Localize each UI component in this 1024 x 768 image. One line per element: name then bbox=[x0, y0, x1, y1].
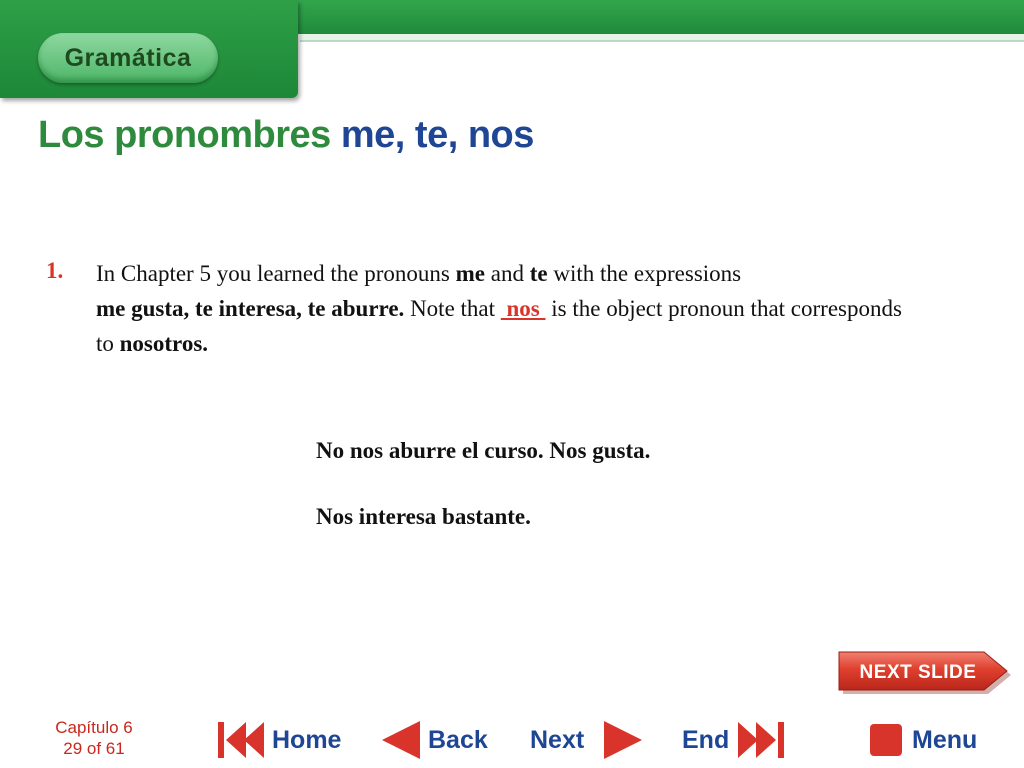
page-title bbox=[38, 114, 534, 157]
nav-next-label: Next bbox=[530, 726, 585, 754]
bold-nosotros: nosotros. bbox=[119, 331, 209, 356]
bold-expressions: me gusta, te interesa, te aburre. bbox=[96, 296, 405, 321]
header-divider bbox=[300, 34, 1024, 42]
bold-me: me bbox=[455, 261, 485, 286]
bold-te: te bbox=[529, 261, 548, 286]
nav-end-label: End bbox=[682, 726, 730, 754]
title-pronouns: me, te, nos bbox=[340, 114, 534, 156]
left-arrow-icon bbox=[378, 716, 422, 764]
point-text bbox=[96, 256, 916, 361]
double-left-arrow-icon bbox=[216, 716, 266, 764]
section-badge bbox=[38, 33, 218, 83]
nav-home-label: Home bbox=[272, 726, 342, 754]
point-text-part: Note that bbox=[404, 296, 501, 321]
section-label: Gramática bbox=[64, 44, 192, 72]
point-text-part: and bbox=[484, 261, 530, 286]
example-sentence: Nos interesa bastante. bbox=[316, 504, 531, 529]
point-text-part: is the object pronoun that corresponds to bbox=[96, 296, 902, 356]
chapter-info bbox=[38, 717, 150, 759]
end-button[interactable] bbox=[682, 716, 792, 764]
point-text-part: with the expressions bbox=[547, 261, 742, 286]
answer-blank: nos bbox=[500, 296, 546, 321]
slide-counter: 29 of 61 bbox=[63, 739, 125, 758]
menu-button[interactable] bbox=[866, 716, 992, 764]
section-tab bbox=[0, 0, 298, 98]
back-button[interactable] bbox=[378, 716, 498, 764]
next-slide-button[interactable] bbox=[838, 650, 1012, 696]
double-right-arrow-icon bbox=[736, 716, 790, 764]
next-button[interactable] bbox=[530, 716, 650, 764]
home-button[interactable] bbox=[216, 716, 356, 764]
point-number: 1. bbox=[46, 258, 64, 283]
chapter-label: Capítulo 6 bbox=[55, 718, 133, 737]
right-arrow-icon bbox=[602, 716, 646, 764]
title-main: Los pronombres bbox=[38, 114, 331, 156]
point-text-part: In Chapter 5 you learned the pronouns bbox=[96, 261, 456, 286]
example-sentence: No nos aburre el curso. Nos gusta. bbox=[316, 438, 651, 463]
nav-back-label: Back bbox=[428, 726, 488, 754]
square-icon bbox=[866, 716, 906, 764]
next-slide-label: NEXT SLIDE bbox=[859, 662, 977, 683]
nav-menu-label: Menu bbox=[912, 726, 978, 754]
